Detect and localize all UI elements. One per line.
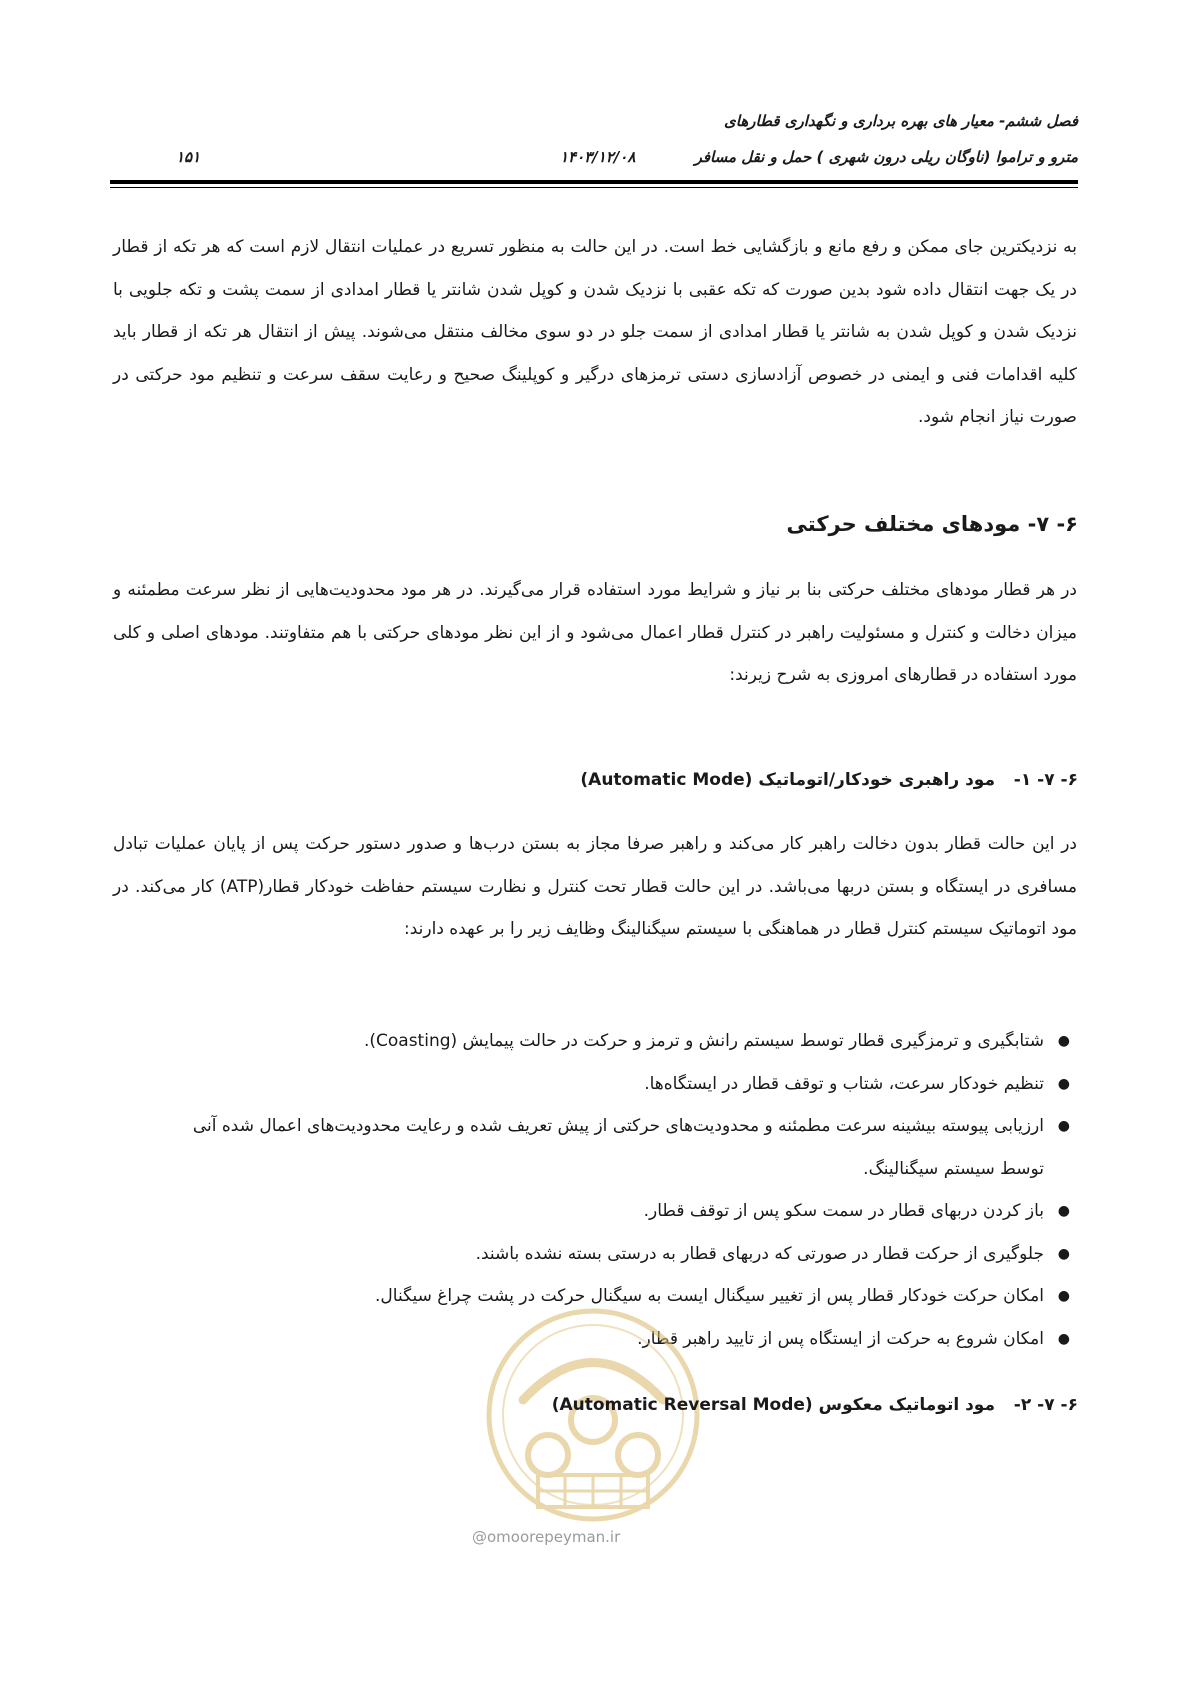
intro-paragraph: به نزدیکترین جای ممکن و رفع مانع و بازگشایی خط است. در این حالت به منظور تسریع در عملیات انتقال لازم است که هر تکه از قطار در یک جهت انتقال داده شود بدین صورت که تکه عقبی با نزدیک شدن و کوپل شدن شانتر یا قطار امدادی از سمت پشت و تکه جلویی با نزدیک شدن و کوپل شدن به شانتر یا قطار امدادی از سمت جلو در دو سوی مخالف منتقل می‌شوند. پیش از انتقال هر تکه از قطار باید کلیه اقدامات فنی و ایمنی در خصوص آزادسازی دستی ترمزهای درگیر و کوپلینگ صحیح و رعایت سقف سرعت و تنظیم مود حرکتی در صورت نیاز انجام شود.	[113, 237, 1077, 427]
header-date: ۱۴۰۳/۱۲/۰۸	[560, 148, 636, 166]
list-item	[178, 1020, 1078, 1063]
list-item-text: باز کردن دربهای قطار در سمت سکو پس از توقف قطار.	[643, 1201, 1044, 1221]
list-item	[178, 1190, 1078, 1233]
bullet-icon: ●	[1057, 1330, 1070, 1347]
bullet-icon: ●	[1057, 1075, 1070, 1092]
bullet-icon: ●	[1057, 1033, 1070, 1049]
list-item	[178, 1105, 1078, 1190]
list-item-text: شتابگیری و ترمزگیری قطار توسط سیستم رانش و ترمز و حرکت در حالت پیمایش (Coasting).	[363, 1031, 1044, 1051]
bullet-icon: ●	[1057, 1288, 1070, 1304]
page-number: ۱۵۱	[176, 148, 201, 166]
subsection-1-title: مود راهبری خودکار/اتوماتیک (Automatic Mode)	[580, 770, 995, 790]
list-item-text: امکان شروع به حرکت از ایستگاه پس از تایید راهبر قطار.	[637, 1328, 1044, 1349]
list-item	[178, 1233, 1078, 1276]
subsection-2-number: ۶- ۷- ۲-	[1013, 1395, 1078, 1415]
subsection-2-title: مود اتوماتیک معکوس (Automatic Reversal Mode)	[551, 1395, 995, 1415]
list-item-text: امکان حرکت خودکار قطار پس از تغییر سیگنال ایست به سیگنال حرکت در پشت چراغ سیگنال.	[375, 1286, 1044, 1306]
header-subtitle: مترو و تراموا (ناوگان ریلی درون شهری ) حمل و نقل مسافر	[694, 148, 1078, 166]
section-paragraph: در هر قطار مودهای مختلف حرکتی بنا بر نیاز و شرایط مورد استفاده قرار می‌گیرند. در هر مود محدودیت‌هایی از نظر سرعت مطمئنه و میزان دخالت و کنترل و مسئولیت راهبر در کنترل قطار اعمال می‌شود و از این نظر مودهای حرکتی با هم متفاوتند. مودهای اصلی و کلی مورد استفاده در قطارهای امروزی به شرح زیرند:	[113, 580, 1077, 685]
bullet-icon: ●	[1057, 1203, 1070, 1219]
list-item-text: تنظیم خودکار سرعت، شتاب و توقف قطار در ایستگاه‌ها.	[644, 1073, 1044, 1094]
header-rule-thin	[110, 187, 1078, 188]
watermark-text: @omoorepeyman.ir	[472, 1528, 621, 1546]
bullet-icon: ●	[1057, 1245, 1070, 1262]
section-heading: ۶- ۷- مودهای مختلف حرکتی	[786, 512, 1078, 536]
subsection-1-paragraph: در این حالت قطار بدون دخالت راهبر کار می‌کند و راهبر صرفا مجاز به بستن درب‌ها و صدور دستور حرکت پس از پایان عملیات تبادل مسافری در ایستگاه و بستن دربها می‌باشد. در این حالت قطار تحت کنترل و نظارت سیستم حفاظت خودکار قطار(ATP) کار می‌کند. در مود اتوماتیک سیستم کنترل قطار در هماهنگی با سیستم سیگنالینگ وظایف زیر را بر عهده دارند:	[113, 834, 1078, 939]
subsection-2-heading	[114, 1395, 1078, 1425]
bullet-icon: ●	[1057, 1118, 1070, 1134]
list-item-text: ارزیابی پیوسته بیشینه سرعت مطمئنه و محدودیت‌های حرکتی از پیش تعریف شده و رعایت محدودیت‌های اعمال شده آنی توسط سیستم سیگنالینگ.	[192, 1116, 1044, 1179]
list-item-text: جلوگیری از حرکت قطار در صورتی که دربهای قطار به درستی بسته نشده باشند.	[475, 1243, 1044, 1264]
subsection-1-number: ۶- ۷- ۱-	[1013, 770, 1078, 790]
subsection-1-heading	[114, 770, 1078, 800]
header-chapter-title: فصل ششم- معیار های بهره برداری و نگهداری قطارهای	[724, 112, 1078, 130]
list-item	[178, 1063, 1078, 1106]
header-rule-thick	[110, 180, 1078, 184]
